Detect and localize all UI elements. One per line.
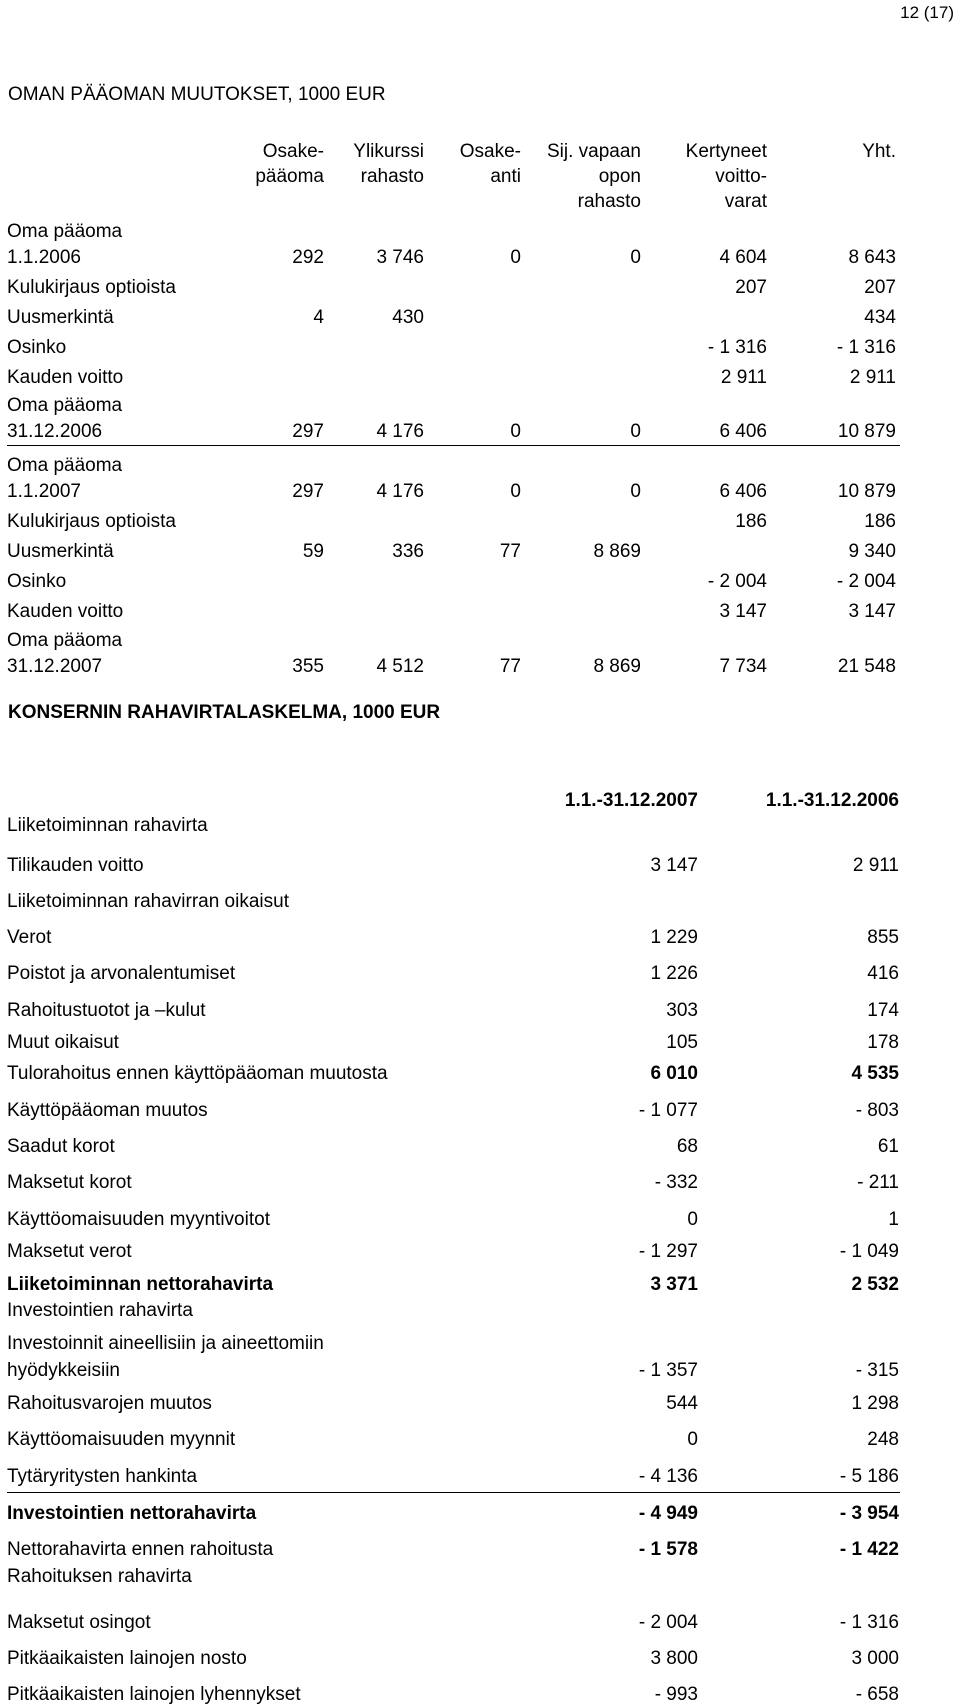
cell-value: - 803 <box>855 1100 899 1121</box>
cell-value: - 1 357 <box>638 1360 698 1381</box>
cell-value: - 1 297 <box>638 1241 698 1262</box>
cell-value: 855 <box>867 927 899 948</box>
cell-value: 21 548 <box>837 656 896 677</box>
cell-value: 77 <box>499 541 521 562</box>
row-label: 1.1.2006 <box>7 247 81 268</box>
row-label: Investointien rahavirta <box>7 1300 193 1321</box>
subtotal-rule <box>7 445 900 446</box>
row-label: 1.1.2007 <box>7 481 81 502</box>
column-header: Kertyneet <box>685 141 767 162</box>
cell-value: 248 <box>867 1429 899 1450</box>
row-label: Oma pääoma <box>7 630 123 651</box>
row-label: Kulukirjaus optioista <box>7 511 176 532</box>
row-label: Tytäryritysten hankinta <box>7 1466 198 1487</box>
row-label: Käyttöpääoman muutos <box>7 1100 208 1121</box>
cell-value: 0 <box>510 481 521 502</box>
cell-value: - 5 186 <box>839 1466 899 1487</box>
column-header: Osake- <box>459 141 521 162</box>
cell-value: 6 406 <box>719 481 767 502</box>
cell-value: 68 <box>676 1136 698 1157</box>
cell-value: - 1 422 <box>839 1539 899 1560</box>
cell-value: 8 869 <box>593 656 641 677</box>
cell-value: - 211 <box>857 1172 899 1193</box>
page-number: 12 (17) <box>900 3 954 22</box>
period-header: 1.1.-31.12.2006 <box>765 790 899 811</box>
cell-value: 0 <box>630 481 641 502</box>
cell-value: 0 <box>630 247 641 268</box>
cell-value: 297 <box>292 421 324 442</box>
cell-value: 4 176 <box>376 481 424 502</box>
row-label: Pitkäaikaisten lainojen lyhennykset <box>7 1684 301 1705</box>
row-label: Oma pääoma <box>7 395 123 416</box>
column-header: anti <box>490 166 521 187</box>
cell-value: 3 746 <box>376 247 424 268</box>
cell-value: 8 643 <box>848 247 896 268</box>
column-header: pääoma <box>255 166 324 187</box>
cell-value: - 1 316 <box>839 1612 899 1633</box>
cell-value: 2 911 <box>720 367 767 388</box>
cell-value: 10 879 <box>837 421 896 442</box>
row-label: Kulukirjaus optioista <box>7 277 176 298</box>
cell-value: 174 <box>867 1000 899 1021</box>
cell-value: - 658 <box>855 1684 899 1705</box>
cell-value: 1 229 <box>650 927 698 948</box>
cell-value: 4 604 <box>719 247 767 268</box>
cell-value: 2 532 <box>851 1274 899 1295</box>
row-label: Liiketoiminnan rahavirran oikaisut <box>7 891 289 912</box>
subtotal-rule <box>7 1492 900 1493</box>
cell-value: 355 <box>292 656 324 677</box>
cell-value: 186 <box>735 511 767 532</box>
row-label: 31.12.2007 <box>7 656 103 677</box>
row-label: Investoinnit aineellisiin ja aineettomiin <box>7 1333 324 1354</box>
cell-value: 336 <box>392 541 424 562</box>
cell-value: 0 <box>510 421 521 442</box>
row-label: Uusmerkintä <box>7 307 114 328</box>
cell-value: - 2 004 <box>707 571 767 592</box>
cell-value: - 1 316 <box>707 337 767 358</box>
row-label: Muut oikaisut <box>7 1032 119 1053</box>
cell-value: 3 147 <box>848 601 896 622</box>
cell-value: 6 010 <box>650 1063 698 1084</box>
row-label: Poistot ja arvonalentumiset <box>7 963 236 984</box>
row-label: Kauden voitto <box>7 367 124 388</box>
cell-value: 430 <box>392 307 424 328</box>
cell-value: - 1 049 <box>839 1241 899 1262</box>
row-label: Maksetut korot <box>7 1172 132 1193</box>
cell-value: 1 298 <box>851 1393 899 1414</box>
row-label: hyödykkeisiin <box>7 1360 120 1381</box>
column-header: Yht. <box>862 141 896 162</box>
column-header: Ylikurssi <box>353 141 424 162</box>
row-label: Liiketoiminnan nettorahavirta <box>7 1274 274 1295</box>
cell-value: 186 <box>864 511 896 532</box>
equity-table-title: OMAN PÄÄOMAN MUUTOKSET, 1000 EUR <box>8 84 386 105</box>
cell-value: 8 869 <box>593 541 641 562</box>
row-label: Nettorahavirta ennen rahoitusta <box>7 1539 274 1560</box>
cell-value: 0 <box>630 421 641 442</box>
row-label: Maksetut osingot <box>7 1612 151 1633</box>
column-header: voitto- <box>715 166 767 187</box>
row-label: Kauden voitto <box>7 601 124 622</box>
cashflow-table-title: KONSERNIN RAHAVIRTALASKELMA, 1000 EUR <box>8 702 441 723</box>
cell-value: 303 <box>666 1000 698 1021</box>
cell-value: 3 000 <box>851 1648 899 1669</box>
cell-value: 7 734 <box>719 656 767 677</box>
column-header: Sij. vapaan <box>546 141 641 162</box>
cell-value: 434 <box>864 307 896 328</box>
cell-value: 207 <box>864 277 896 298</box>
column-header: opon <box>598 166 641 187</box>
row-label: Oma pääoma <box>7 455 123 476</box>
row-label: Tilikauden voitto <box>7 855 144 876</box>
cell-value: 6 406 <box>719 421 767 442</box>
cell-value: 77 <box>499 656 521 677</box>
cell-value: 207 <box>735 277 767 298</box>
cell-value: 10 879 <box>837 481 896 502</box>
row-label: 31.12.2006 <box>7 421 103 442</box>
cell-value: 4 <box>313 307 324 328</box>
cell-value: 3 147 <box>650 855 698 876</box>
row-label: Maksetut verot <box>7 1241 132 1262</box>
row-label: Käyttöomaisuuden myyntivoitot <box>7 1209 270 1230</box>
cell-value: - 1 077 <box>638 1100 698 1121</box>
cell-value: - 2 004 <box>638 1612 698 1633</box>
column-header: Osake- <box>262 141 324 162</box>
row-label: Tulorahoitus ennen käyttöpääoman muutosta <box>7 1063 388 1084</box>
cell-value: 4 176 <box>376 421 424 442</box>
row-label: Rahoituksen rahavirta <box>7 1566 192 1587</box>
cell-value: 292 <box>292 247 324 268</box>
cell-value: 61 <box>877 1136 899 1157</box>
cell-value: - 1 578 <box>638 1539 698 1560</box>
cell-value: 416 <box>867 963 899 984</box>
cell-value: - 3 954 <box>839 1503 899 1524</box>
cell-value: 297 <box>292 481 324 502</box>
cell-value: 4 535 <box>851 1063 899 1084</box>
cell-value: 2 911 <box>849 367 896 388</box>
cell-value: 59 <box>302 541 324 562</box>
row-label: Rahoitustuotot ja –kulut <box>7 1000 206 1021</box>
cell-value: - 315 <box>855 1360 899 1381</box>
row-label: Pitkäaikaisten lainojen nosto <box>7 1648 247 1669</box>
cell-value: 178 <box>867 1032 899 1053</box>
cell-value: 105 <box>666 1032 698 1053</box>
cell-value: - 332 <box>654 1172 698 1193</box>
cell-value: 4 512 <box>376 656 424 677</box>
row-label: Saadut korot <box>7 1136 115 1157</box>
cell-value: - 4 136 <box>638 1466 698 1487</box>
cell-value: - 2 004 <box>836 571 896 592</box>
cell-value: 0 <box>687 1209 698 1230</box>
cell-value: 1 226 <box>650 963 698 984</box>
row-label: Osinko <box>7 571 67 592</box>
cell-value: 1 <box>888 1209 899 1230</box>
row-label: Rahoitusvarojen muutos <box>7 1393 212 1414</box>
cell-value: 0 <box>510 247 521 268</box>
column-header: rahasto <box>360 166 424 187</box>
row-label: Oma pääoma <box>7 221 123 242</box>
cell-value: 3 147 <box>719 601 767 622</box>
cell-value: 544 <box>666 1393 698 1414</box>
cell-value: 3 800 <box>650 1648 698 1669</box>
row-label: Liiketoiminnan rahavirta <box>7 815 208 836</box>
column-header: varat <box>724 191 767 212</box>
cell-value: - 4 949 <box>638 1503 698 1524</box>
row-label: Uusmerkintä <box>7 541 114 562</box>
cell-value: 0 <box>687 1429 698 1450</box>
cell-value: 9 340 <box>848 541 896 562</box>
cell-value: 2 911 <box>852 855 899 876</box>
cell-value: - 1 316 <box>836 337 896 358</box>
row-label: Osinko <box>7 337 67 358</box>
cell-value: 3 371 <box>650 1274 698 1295</box>
row-label: Käyttöomaisuuden myynnit <box>7 1429 236 1450</box>
cell-value: - 993 <box>654 1684 698 1705</box>
row-label: Investointien nettorahavirta <box>7 1503 257 1524</box>
row-label: Verot <box>7 927 52 948</box>
column-header: rahasto <box>577 191 641 212</box>
period-header: 1.1.-31.12.2007 <box>564 790 698 811</box>
